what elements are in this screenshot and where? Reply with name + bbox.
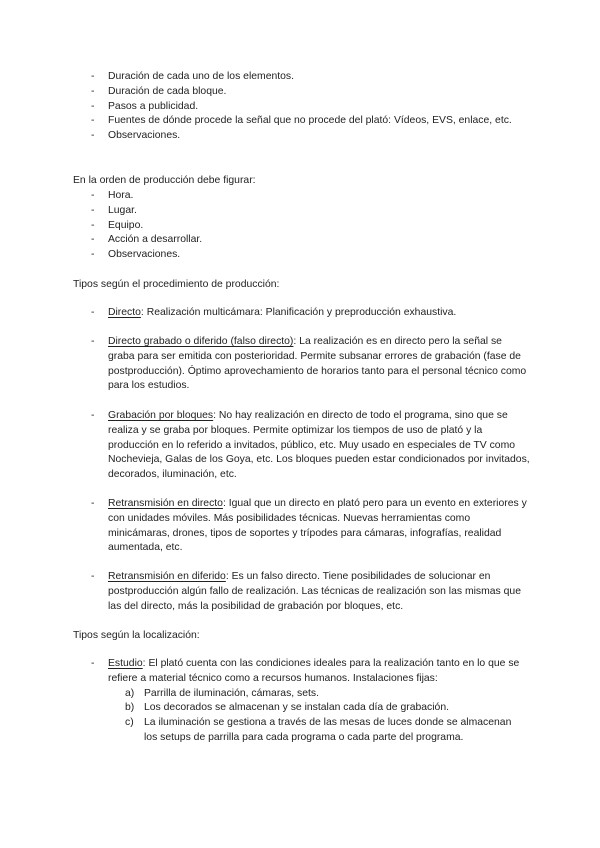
sub-text: La iluminación se gestiona a través de las mesas de luces donde se almacenan los setups de parrilla para cada programa o cada parte del programa. <box>144 717 512 743</box>
list-item <box>0 570 600 614</box>
description: : No hay realización en directo de todo el programa, sino que se realiza y se graba por bloques. Permite optimizar los tiempos de uso de plató y la producción en lo referido a invitados, público, etc. Muy usado en especiales de TV como Nochevieja, Galas de los Goya, etc. Los bloques pueden estar condicionados por invitados, decorados, iluminación, etc. <box>108 410 530 481</box>
sub-list-item <box>0 687 600 702</box>
estudio-sublist <box>0 687 600 746</box>
description: : Es un falso directo. Tiene posibilidades de solucionar en postproducción algún fallo de realización. Las técnicas de realización son las mismas que las del directo, más la posibilidad de grabación por bloques, etc. <box>108 571 521 612</box>
list-item: - Pasos a publicidad. <box>0 100 600 115</box>
procedimiento-item-retransmision-diferido <box>0 570 600 614</box>
term: Grabación por bloques <box>108 410 214 421</box>
list-item: - Equipo. <box>0 219 600 234</box>
list-item: - Hora. <box>0 189 600 204</box>
term: Estudio <box>108 658 143 669</box>
list-item: - Observaciones. <box>0 129 600 144</box>
term: Retransmisión en diferido <box>108 571 226 582</box>
list-item: - Duración de cada uno de los elementos. <box>0 70 600 85</box>
procedimiento-item-retransmision-directo <box>0 497 600 556</box>
list-item: - Duración de cada bloque. <box>0 85 600 100</box>
orden-heading: En la orden de producción debe figurar: <box>73 175 256 186</box>
procedimiento-item-directo <box>0 306 600 321</box>
description: : Igual que un directo en plató pero para un evento en exteriores y con unidades móviles. Más posibilidades técnicas. Nuevas herramientas como minicámaras, drones, tipos de soportes y trípodes para cámaras, infografías, realidad aumentada, etc. <box>108 498 527 554</box>
list-orden <box>0 189 600 263</box>
term: Directo grabado o diferido (falso directo) <box>108 336 294 347</box>
description: : La realización es en directo pero la señal se graba para ser emitida con posterioridad. Permite subsanar errores de grabación (fase de postproducción). Óptimo aprovechamiento de horarios tanto para el personal técnico como para los estudios. <box>108 336 527 392</box>
term: Directo <box>108 307 141 318</box>
marker: a) <box>125 687 135 699</box>
procedimiento-heading: Tipos según el procedimiento de producción: <box>73 279 280 290</box>
sub-text: Parrilla de iluminación, cámaras, sets. <box>144 687 319 699</box>
description: : El plató cuenta con las condiciones ideales para la realización tanto en lo que se refiere a material técnico como a recursos humanos. Instalaciones fijas: <box>108 658 520 684</box>
sub-list-item <box>0 716 600 746</box>
description: : Realización multicámara: Planificación y preproducción exhaustiva. <box>140 307 457 318</box>
sub-text: Los decorados se almacenan y se instalan cada día de grabación. <box>144 702 449 714</box>
list-item <box>0 409 600 483</box>
marker: c) <box>125 717 134 729</box>
localizacion-item-estudio <box>0 657 600 746</box>
marker: b) <box>125 702 135 714</box>
list-item <box>0 657 600 687</box>
procedimiento-item-bloques <box>0 409 600 483</box>
list-item <box>0 335 600 394</box>
list-item <box>0 497 600 556</box>
sub-list-item <box>0 701 600 716</box>
localizacion-heading: Tipos según la localización: <box>73 630 200 641</box>
list-item: - Observaciones. <box>0 248 600 263</box>
list-item: - Lugar. <box>0 204 600 219</box>
term: Retransmisión en directo <box>108 498 223 509</box>
list-top <box>0 70 600 144</box>
procedimiento-item-falso-directo <box>0 335 600 394</box>
list-item <box>0 306 600 321</box>
list-item: - Acción a desarrollar. <box>0 233 600 248</box>
list-item: - Fuentes de dónde procede la señal que no procede del plató: Vídeos, EVS, enlace, etc. <box>0 114 600 129</box>
